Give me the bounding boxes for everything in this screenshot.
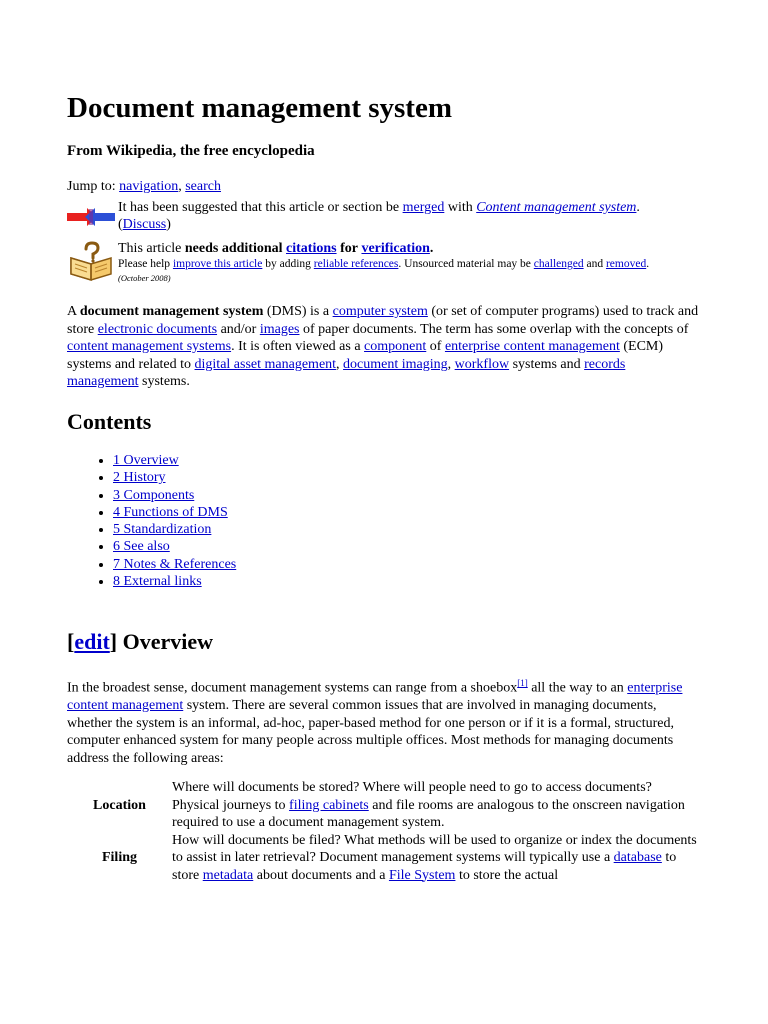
- merge-notice: It has been suggested that this article or section be merged with Content management system. (Discuss): [118, 200, 640, 232]
- removed-link[interactable]: removed: [605, 258, 647, 270]
- verification-link[interactable]: verification: [361, 241, 430, 256]
- toc-item: [113, 538, 236, 555]
- filing-cabinets-link[interactable]: filing cabinets: [289, 797, 369, 813]
- component-link[interactable]: component: [364, 339, 427, 354]
- intro-paragraph: A document management system (DMS) is a computer system (or set of computer programs) used to track and store electronic documents and/or images of paper documents. The term has some overlap with the concepts of content management systems. It is often viewed as a component of enterprise content management (ECM) systems and related to digital asset management, document imaging, workflow systems and records management systems.: [67, 304, 699, 389]
- digital-asset-management-link[interactable]: digital asset management: [194, 356, 337, 372]
- content-management-system-link[interactable]: Content management system: [476, 200, 637, 215]
- toc-link-overview[interactable]: 1 Overview: [113, 453, 179, 468]
- navigation-link[interactable]: navigation: [119, 179, 179, 194]
- citation-notice: This article needs additional citations for verification. Please help improve this article by adding reliable references. Unsourced material may be challenged and removed. (October 2008): [118, 241, 650, 283]
- overview-heading: [edit] Overview: [67, 629, 214, 654]
- metadata-link[interactable]: metadata: [202, 867, 254, 883]
- jump-to-bar: Jump to: navigation, search: [67, 179, 221, 194]
- citations-link[interactable]: citations: [286, 241, 337, 256]
- toc-item: [113, 487, 236, 504]
- notice-date: (October 2008): [118, 273, 171, 283]
- file-system-link[interactable]: File System: [388, 867, 456, 883]
- toc-link-notes-references[interactable]: 7 Notes & References: [113, 556, 237, 572]
- footnote-link[interactable]: [1]: [517, 678, 528, 688]
- merged-link[interactable]: merged: [402, 200, 445, 215]
- jump-label: Jump to:: [67, 179, 116, 194]
- toc-item: [113, 573, 236, 590]
- merge-arrows-icon: [67, 205, 115, 229]
- table-row: [67, 832, 697, 885]
- edit-section-link[interactable]: edit: [74, 629, 110, 654]
- toc-link-functions[interactable]: 4 Functions of DMS: [113, 504, 228, 520]
- toc-link-standardization[interactable]: 5 Standardization: [113, 522, 212, 538]
- records-management-link[interactable]: records management: [67, 356, 626, 389]
- table-of-contents: [67, 452, 236, 590]
- book-question-icon: [67, 240, 115, 282]
- database-link[interactable]: database: [613, 850, 662, 865]
- workflow-link[interactable]: workflow: [454, 356, 510, 372]
- area-label: Filing: [101, 850, 137, 865]
- toc-link-external-links[interactable]: 8 External links: [113, 574, 202, 590]
- area-description: Where will documents be stored? Where will people need to go to access documents? Physical journeys to filing cabinets and file rooms are analogous to the onscreen navigation required to use a document management system.: [172, 780, 685, 830]
- area-label: Location: [93, 797, 146, 813]
- toc-item: [113, 556, 236, 573]
- challenged-link[interactable]: challenged: [533, 258, 584, 270]
- contents-heading: Contents: [67, 409, 152, 434]
- toc-item: [113, 504, 236, 521]
- computer-system-link[interactable]: computer system: [332, 304, 428, 319]
- area-description: How will documents be filed? What methods will be used to organize or index the documents to assist in later retrieval? Document management systems will typically use a database to store metadata about documents and a File System to store the actual: [172, 832, 697, 883]
- toc-item: [113, 452, 236, 469]
- discuss-link[interactable]: Discuss: [122, 217, 167, 232]
- page-title: Document management system: [67, 92, 452, 124]
- tagline: From Wikipedia, the free encyclopedia: [67, 143, 315, 159]
- overview-paragraph: In the broadest sense, document management systems can range from a shoebox[1] all the way to an enterprise content management system. There are several common issues that are involved in managing documents, whether the system is an informal, ad-hoc, paper-based method for one person or if it is a formal, structured, computer enhanced system for many people across multiple offices. Most methods for managing documents address the following areas:: [67, 678, 683, 766]
- toc-item: [113, 469, 236, 486]
- search-link[interactable]: search: [185, 179, 221, 194]
- improve-article-link[interactable]: improve this article: [172, 258, 263, 270]
- images-link[interactable]: images: [259, 321, 300, 337]
- management-areas-table: [67, 779, 697, 884]
- citation-help-text: Please help improve this article by adding reliable references. Unsourced material may be challenged and removed.: [118, 258, 650, 270]
- toc-link-see-also[interactable]: 6 See also: [113, 539, 170, 555]
- table-row: [67, 779, 697, 832]
- enterprise-content-management-link[interactable]: enterprise content management: [444, 339, 620, 354]
- electronic-documents-link[interactable]: electronic documents: [97, 321, 218, 337]
- enterprise-content-management-link[interactable]: enterprise content management: [67, 680, 683, 714]
- toc-link-components[interactable]: 3 Components: [113, 487, 195, 503]
- content-management-systems-link[interactable]: content management systems: [67, 339, 232, 354]
- document-imaging-link[interactable]: document imaging: [343, 356, 448, 372]
- toc-link-history[interactable]: 2 History: [113, 470, 166, 486]
- reliable-references-link[interactable]: reliable references: [313, 258, 399, 270]
- toc-item: [113, 521, 236, 538]
